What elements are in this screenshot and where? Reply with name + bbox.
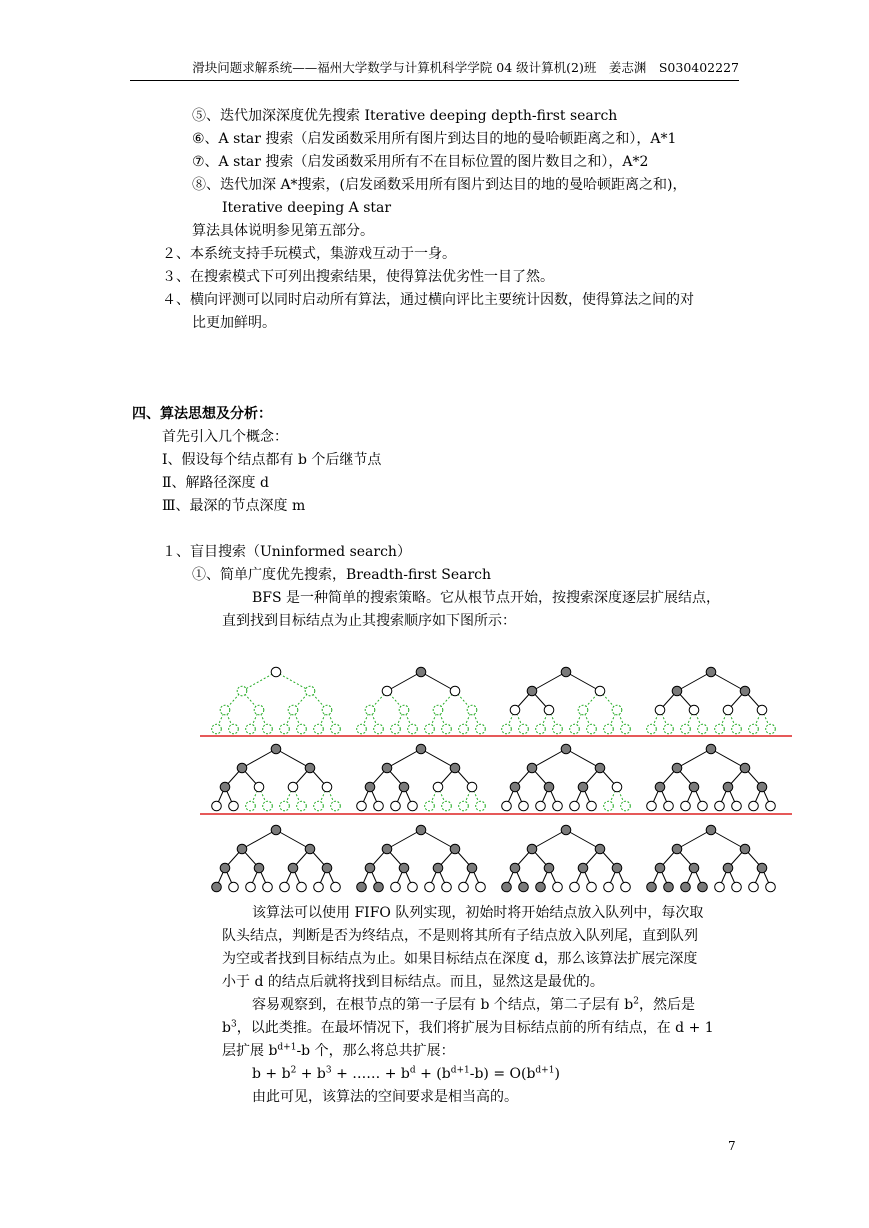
uninformed-heading: １、盲目搜索（Uninformed search） bbox=[162, 544, 411, 560]
tree-node-expanded bbox=[664, 882, 674, 892]
tree-edge bbox=[677, 672, 711, 691]
tree-edge bbox=[387, 672, 421, 691]
tree-node-expanded bbox=[723, 782, 733, 792]
tree-node-frontier bbox=[391, 801, 401, 811]
tree-node-frontier bbox=[595, 686, 605, 696]
bfs-tree-step-7 bbox=[502, 744, 631, 811]
tree-node-expanded bbox=[723, 863, 733, 873]
tree-edge bbox=[711, 749, 745, 768]
tree-node-expanded bbox=[689, 863, 699, 873]
tree-edge bbox=[387, 749, 421, 768]
tree-node-expanded bbox=[433, 863, 443, 873]
tree-node-expanded bbox=[740, 686, 750, 696]
tree-node-expanded bbox=[237, 844, 247, 854]
tree-node-frontier bbox=[612, 782, 622, 792]
tree-node-expanded bbox=[698, 882, 708, 892]
tree-node-frontier bbox=[715, 801, 725, 811]
tree-node-expanded bbox=[271, 825, 281, 835]
tree-node-unexplored bbox=[263, 724, 273, 734]
tree-node-expanded bbox=[536, 882, 546, 892]
analysis-line-4: 小于 d 的结点后就将找到目标结点。而且，显然这是最优的。 bbox=[222, 974, 604, 990]
tree-node-expanded bbox=[672, 686, 682, 696]
tree-node-unexplored bbox=[425, 724, 435, 734]
tree-node-expanded bbox=[416, 825, 426, 835]
tree-node-unexplored bbox=[408, 724, 418, 734]
tree-node-expanded bbox=[544, 863, 554, 873]
algorithm-item-8: ⑧、迭代加深 A*搜索，(启发函数采用所有图片到达目的地的曼哈顿距离之和)， bbox=[192, 177, 687, 193]
tree-edge bbox=[276, 830, 310, 849]
analysis-line-5: 容易观察到，在根节点的第一子层有 b 个结点，第二子层有 $b^2$，然后是 bbox=[252, 996, 696, 1013]
tree-node-unexplored bbox=[331, 801, 341, 811]
tree-node-frontier bbox=[408, 882, 418, 892]
algorithm-note: 算法具体说明参见第五部分。 bbox=[192, 223, 374, 239]
tree-node-frontier bbox=[715, 882, 725, 892]
tree-node-unexplored bbox=[732, 724, 742, 734]
tree-node-expanded bbox=[655, 782, 665, 792]
tree-node-unexplored bbox=[246, 801, 256, 811]
tree-node-unexplored bbox=[433, 705, 443, 715]
tree-edge bbox=[532, 830, 566, 849]
tree-node-expanded bbox=[365, 782, 375, 792]
tree-node-frontier bbox=[570, 801, 580, 811]
feature-item-2: ２、本系统支持手玩模式，集游戏互动于一身。 bbox=[162, 246, 456, 262]
tree-node-expanded bbox=[450, 763, 460, 773]
tree-node-expanded bbox=[578, 782, 588, 792]
analysis-conclusion: 由此可见，该算法的空间要求是相当高的。 bbox=[252, 1089, 518, 1105]
tree-node-frontier bbox=[553, 801, 563, 811]
tree-node-frontier bbox=[587, 882, 597, 892]
tree-edge bbox=[532, 672, 566, 691]
tree-node-frontier bbox=[229, 882, 239, 892]
tree-node-expanded bbox=[237, 763, 247, 773]
tree-edge bbox=[532, 749, 566, 768]
tree-node-expanded bbox=[527, 763, 537, 773]
tree-node-unexplored bbox=[229, 724, 239, 734]
tree-node-unexplored bbox=[220, 705, 230, 715]
tree-node-frontier bbox=[732, 882, 742, 892]
tree-node-frontier bbox=[476, 882, 486, 892]
tree-node-frontier bbox=[604, 882, 614, 892]
bfs-tree-step-2 bbox=[357, 667, 486, 734]
tree-node-unexplored bbox=[664, 724, 674, 734]
feature-item-3: ３、在搜索模式下可列出搜索结果，使得算法优劣性一目了然。 bbox=[162, 269, 554, 285]
tree-node-frontier bbox=[271, 667, 281, 677]
tree-node-frontier bbox=[433, 782, 443, 792]
tree-node-frontier bbox=[297, 882, 307, 892]
bfs-desc-line1: BFS 是一种简单的搜索策略。它从根节点开始，按搜索深度逐层扩展结点， bbox=[252, 590, 721, 606]
tree-node-frontier bbox=[254, 782, 264, 792]
tree-node-expanded bbox=[357, 882, 367, 892]
tree-node-expanded bbox=[740, 844, 750, 854]
tree-node-unexplored bbox=[314, 801, 324, 811]
tree-node-unexplored bbox=[442, 724, 452, 734]
analysis-line-7: 层扩展 $b^{d+1}-b$ 个，那么将总共扩展： bbox=[222, 1042, 455, 1059]
tree-node-expanded bbox=[305, 844, 315, 854]
tree-node-frontier bbox=[442, 882, 452, 892]
tree-node-frontier bbox=[655, 705, 665, 715]
tree-node-unexplored bbox=[288, 705, 298, 715]
tree-node-frontier bbox=[664, 801, 674, 811]
tree-node-unexplored bbox=[425, 801, 435, 811]
tree-node-frontier bbox=[732, 801, 742, 811]
tree-node-expanded bbox=[689, 782, 699, 792]
tree-node-unexplored bbox=[280, 801, 290, 811]
tree-node-unexplored bbox=[357, 724, 367, 734]
tree-node-expanded bbox=[578, 863, 588, 873]
tree-node-unexplored bbox=[297, 724, 307, 734]
tree-node-frontier bbox=[314, 882, 324, 892]
tree-node-expanded bbox=[510, 782, 520, 792]
tree-edge bbox=[242, 830, 276, 849]
tree-node-unexplored bbox=[365, 705, 375, 715]
tree-node-frontier bbox=[459, 882, 469, 892]
tree-node-frontier bbox=[382, 686, 392, 696]
tree-node-expanded bbox=[527, 844, 537, 854]
tree-node-frontier bbox=[723, 705, 733, 715]
tree-node-unexplored bbox=[254, 705, 264, 715]
tree-edge bbox=[566, 749, 600, 768]
tree-node-expanded bbox=[271, 744, 281, 754]
tree-node-expanded bbox=[399, 782, 409, 792]
tree-node-frontier bbox=[467, 782, 477, 792]
tree-node-frontier bbox=[570, 882, 580, 892]
tree-node-expanded bbox=[672, 763, 682, 773]
tree-node-expanded bbox=[612, 863, 622, 873]
algorithm-item-7: ⑦、A star 搜索（启发函数采用所有不在目标位置的图片数目之和），A*2 bbox=[192, 154, 649, 170]
tree-node-unexplored bbox=[715, 724, 725, 734]
tree-node-expanded bbox=[382, 844, 392, 854]
tree-node-expanded bbox=[399, 863, 409, 873]
tree-node-unexplored bbox=[604, 801, 614, 811]
tree-node-expanded bbox=[220, 863, 230, 873]
bfs-tree-step-11 bbox=[502, 825, 631, 892]
tree-node-frontier bbox=[553, 882, 563, 892]
tree-node-frontier bbox=[357, 801, 367, 811]
tree-node-frontier bbox=[536, 801, 546, 811]
tree-node-expanded bbox=[374, 882, 384, 892]
tree-node-frontier bbox=[510, 705, 520, 715]
tree-node-frontier bbox=[749, 801, 759, 811]
tree-node-frontier bbox=[766, 801, 776, 811]
algorithm-item-8-cont: Iterative deeping A star bbox=[222, 200, 392, 216]
tree-node-frontier bbox=[263, 882, 273, 892]
tree-node-unexplored bbox=[374, 724, 384, 734]
tree-node-frontier bbox=[766, 882, 776, 892]
tree-node-unexplored bbox=[647, 724, 657, 734]
tree-node-unexplored bbox=[467, 705, 477, 715]
feature-item-4: ４、横向评测可以同时启动所有算法，通过横向评比主要统计因数，使得算法之间的对 bbox=[162, 292, 694, 308]
tree-node-expanded bbox=[467, 863, 477, 873]
tree-node-expanded bbox=[561, 667, 571, 677]
tree-node-expanded bbox=[595, 763, 605, 773]
tree-node-unexplored bbox=[553, 724, 563, 734]
tree-node-unexplored bbox=[237, 686, 247, 696]
tree-node-unexplored bbox=[246, 724, 256, 734]
tree-node-frontier bbox=[212, 801, 222, 811]
tree-node-expanded bbox=[450, 844, 460, 854]
tree-node-expanded bbox=[416, 667, 426, 677]
tree-node-unexplored bbox=[305, 686, 315, 696]
tree-node-frontier bbox=[391, 882, 401, 892]
tree-node-unexplored bbox=[698, 724, 708, 734]
tree-node-unexplored bbox=[749, 724, 759, 734]
running-header: 滑块问题求解系统——福州大学数学与计算机科学学院 04 级计算机(2)班 姜志渊 S030402227 bbox=[192, 60, 739, 75]
tree-node-frontier bbox=[229, 801, 239, 811]
bfs-tree-step-6 bbox=[357, 744, 486, 811]
tree-node-unexplored bbox=[621, 801, 631, 811]
tree-node-frontier bbox=[587, 801, 597, 811]
tree-edge bbox=[242, 672, 276, 691]
tree-node-expanded bbox=[254, 863, 264, 873]
tree-node-frontier bbox=[408, 801, 418, 811]
tree-node-expanded bbox=[305, 763, 315, 773]
tree-node-expanded bbox=[706, 744, 716, 754]
tree-node-expanded bbox=[220, 782, 230, 792]
tree-node-frontier bbox=[331, 882, 341, 892]
tree-node-unexplored bbox=[391, 724, 401, 734]
analysis-line-2: 队头结点，判断是否为终结点，不是则将其所有子结点放入队列尾，直到队列 bbox=[222, 928, 698, 944]
bfs-tree-step-1 bbox=[212, 667, 341, 734]
tree-node-unexplored bbox=[459, 724, 469, 734]
tree-node-unexplored bbox=[612, 705, 622, 715]
tree-node-unexplored bbox=[442, 801, 452, 811]
tree-edge bbox=[276, 672, 310, 691]
tree-node-expanded bbox=[322, 863, 332, 873]
analysis-line-3: 为空或者找到目标结点为止。如果目标结点在深度 d，那么该算法扩展完深度 bbox=[222, 951, 698, 967]
tree-node-expanded bbox=[288, 863, 298, 873]
tree-node-expanded bbox=[706, 667, 716, 677]
bfs-tree-step-4 bbox=[647, 667, 776, 734]
tree-node-frontier bbox=[698, 801, 708, 811]
tree-node-expanded bbox=[382, 763, 392, 773]
tree-node-unexplored bbox=[604, 724, 614, 734]
tree-node-unexplored bbox=[587, 724, 597, 734]
tree-node-expanded bbox=[502, 882, 512, 892]
tree-node-expanded bbox=[519, 882, 529, 892]
tree-node-frontier bbox=[374, 801, 384, 811]
tree-node-unexplored bbox=[681, 724, 691, 734]
tree-node-unexplored bbox=[621, 724, 631, 734]
bfs-tree-step-3 bbox=[502, 667, 631, 734]
tree-node-expanded bbox=[647, 882, 657, 892]
bfs-desc-line2: 直到找到目标结点为止其搜索顺序如下图所示： bbox=[222, 613, 516, 629]
tree-node-expanded bbox=[510, 863, 520, 873]
tree-node-expanded bbox=[527, 686, 537, 696]
tree-node-expanded bbox=[212, 882, 222, 892]
page-number: 7 bbox=[728, 1139, 736, 1153]
tree-edge bbox=[711, 830, 745, 849]
tree-node-expanded bbox=[740, 763, 750, 773]
bfs-tree-step-9 bbox=[212, 825, 341, 892]
tree-edge bbox=[566, 672, 600, 691]
feature-item-4-cont: 比更加鲜明。 bbox=[192, 315, 276, 331]
section-heading: 四、算法思想及分析： bbox=[132, 406, 272, 422]
tree-edge bbox=[421, 672, 455, 691]
tree-node-unexplored bbox=[476, 724, 486, 734]
tree-node-unexplored bbox=[297, 801, 307, 811]
tree-node-expanded bbox=[672, 844, 682, 854]
algorithm-item-5: ⑤、迭代加深深度优先搜索 Iterative deeping depth-first search bbox=[192, 108, 618, 124]
tree-node-expanded bbox=[365, 863, 375, 873]
tree-node-unexplored bbox=[459, 801, 469, 811]
bfs-title: ①、简单广度优先搜索，Breadth-first Search bbox=[192, 567, 492, 583]
tree-node-expanded bbox=[655, 863, 665, 873]
bfs-tree-step-5 bbox=[212, 744, 341, 811]
tree-node-unexplored bbox=[212, 724, 222, 734]
tree-node-frontier bbox=[519, 801, 529, 811]
complexity-formula: $b + b^2 + b^3$ + …… + $b^d + (b^{d+1}-b) = O(b^{d+1})$ bbox=[252, 1065, 560, 1082]
tree-node-unexplored bbox=[476, 801, 486, 811]
tree-node-unexplored bbox=[263, 801, 273, 811]
section-intro: 首先引入几个概念： bbox=[162, 429, 288, 445]
tree-node-expanded bbox=[416, 744, 426, 754]
tree-node-frontier bbox=[425, 882, 435, 892]
bfs-tree-step-10 bbox=[357, 825, 486, 892]
tree-node-frontier bbox=[757, 705, 767, 715]
tree-node-expanded bbox=[681, 882, 691, 892]
tree-node-expanded bbox=[561, 825, 571, 835]
tree-node-frontier bbox=[749, 882, 759, 892]
tree-node-frontier bbox=[280, 882, 290, 892]
tree-node-expanded bbox=[757, 863, 767, 873]
tree-node-unexplored bbox=[280, 724, 290, 734]
tree-edge bbox=[276, 749, 310, 768]
bfs-tree-figure bbox=[200, 648, 792, 894]
tree-node-unexplored bbox=[322, 705, 332, 715]
tree-node-unexplored bbox=[314, 724, 324, 734]
tree-edge bbox=[421, 749, 455, 768]
tree-edge bbox=[242, 749, 276, 768]
tree-node-frontier bbox=[647, 801, 657, 811]
tree-node-unexplored bbox=[519, 724, 529, 734]
tree-node-unexplored bbox=[399, 705, 409, 715]
concept-3: Ⅲ、最深的节点深度 m bbox=[162, 498, 306, 514]
tree-node-frontier bbox=[681, 801, 691, 811]
concept-1: Ⅰ、假设每个结点都有 b 个后继节点 bbox=[162, 452, 382, 468]
tree-node-expanded bbox=[561, 744, 571, 754]
tree-node-frontier bbox=[689, 705, 699, 715]
header-rule bbox=[130, 80, 739, 81]
tree-node-expanded bbox=[706, 825, 716, 835]
tree-node-frontier bbox=[502, 801, 512, 811]
tree-edge bbox=[677, 749, 711, 768]
tree-node-unexplored bbox=[536, 724, 546, 734]
tree-node-unexplored bbox=[502, 724, 512, 734]
concept-2: Ⅱ、解路径深度 d bbox=[162, 475, 269, 491]
tree-node-frontier bbox=[450, 686, 460, 696]
bfs-tree-step-12 bbox=[647, 825, 776, 892]
tree-node-frontier bbox=[288, 782, 298, 792]
tree-edge bbox=[421, 830, 455, 849]
tree-node-frontier bbox=[544, 705, 554, 715]
tree-edge bbox=[387, 830, 421, 849]
tree-node-frontier bbox=[621, 882, 631, 892]
analysis-line-1: 该算法可以使用 FIFO 队列实现，初始时将开始结点放入队列中，每次取 bbox=[252, 905, 704, 921]
tree-node-expanded bbox=[544, 782, 554, 792]
tree-node-frontier bbox=[246, 882, 256, 892]
analysis-line-6: $b^3$，以此类推。在最坏情况下，我们将扩展为目标结点前的所有结点，在 d + 1 bbox=[222, 1019, 714, 1036]
bfs-tree-step-8 bbox=[647, 744, 776, 811]
tree-node-frontier bbox=[322, 782, 332, 792]
tree-node-unexplored bbox=[570, 724, 580, 734]
tree-node-unexplored bbox=[766, 724, 776, 734]
tree-edge bbox=[711, 672, 745, 691]
tree-node-unexplored bbox=[578, 705, 588, 715]
tree-edge bbox=[566, 830, 600, 849]
tree-node-expanded bbox=[757, 782, 767, 792]
tree-edge bbox=[677, 830, 711, 849]
algorithm-item-6: ⑥、A star 搜索（启发函数采用所有图片到达目的地的曼哈顿距离之和），A*1 bbox=[192, 131, 677, 147]
tree-node-expanded bbox=[595, 844, 605, 854]
tree-node-unexplored bbox=[331, 724, 341, 734]
